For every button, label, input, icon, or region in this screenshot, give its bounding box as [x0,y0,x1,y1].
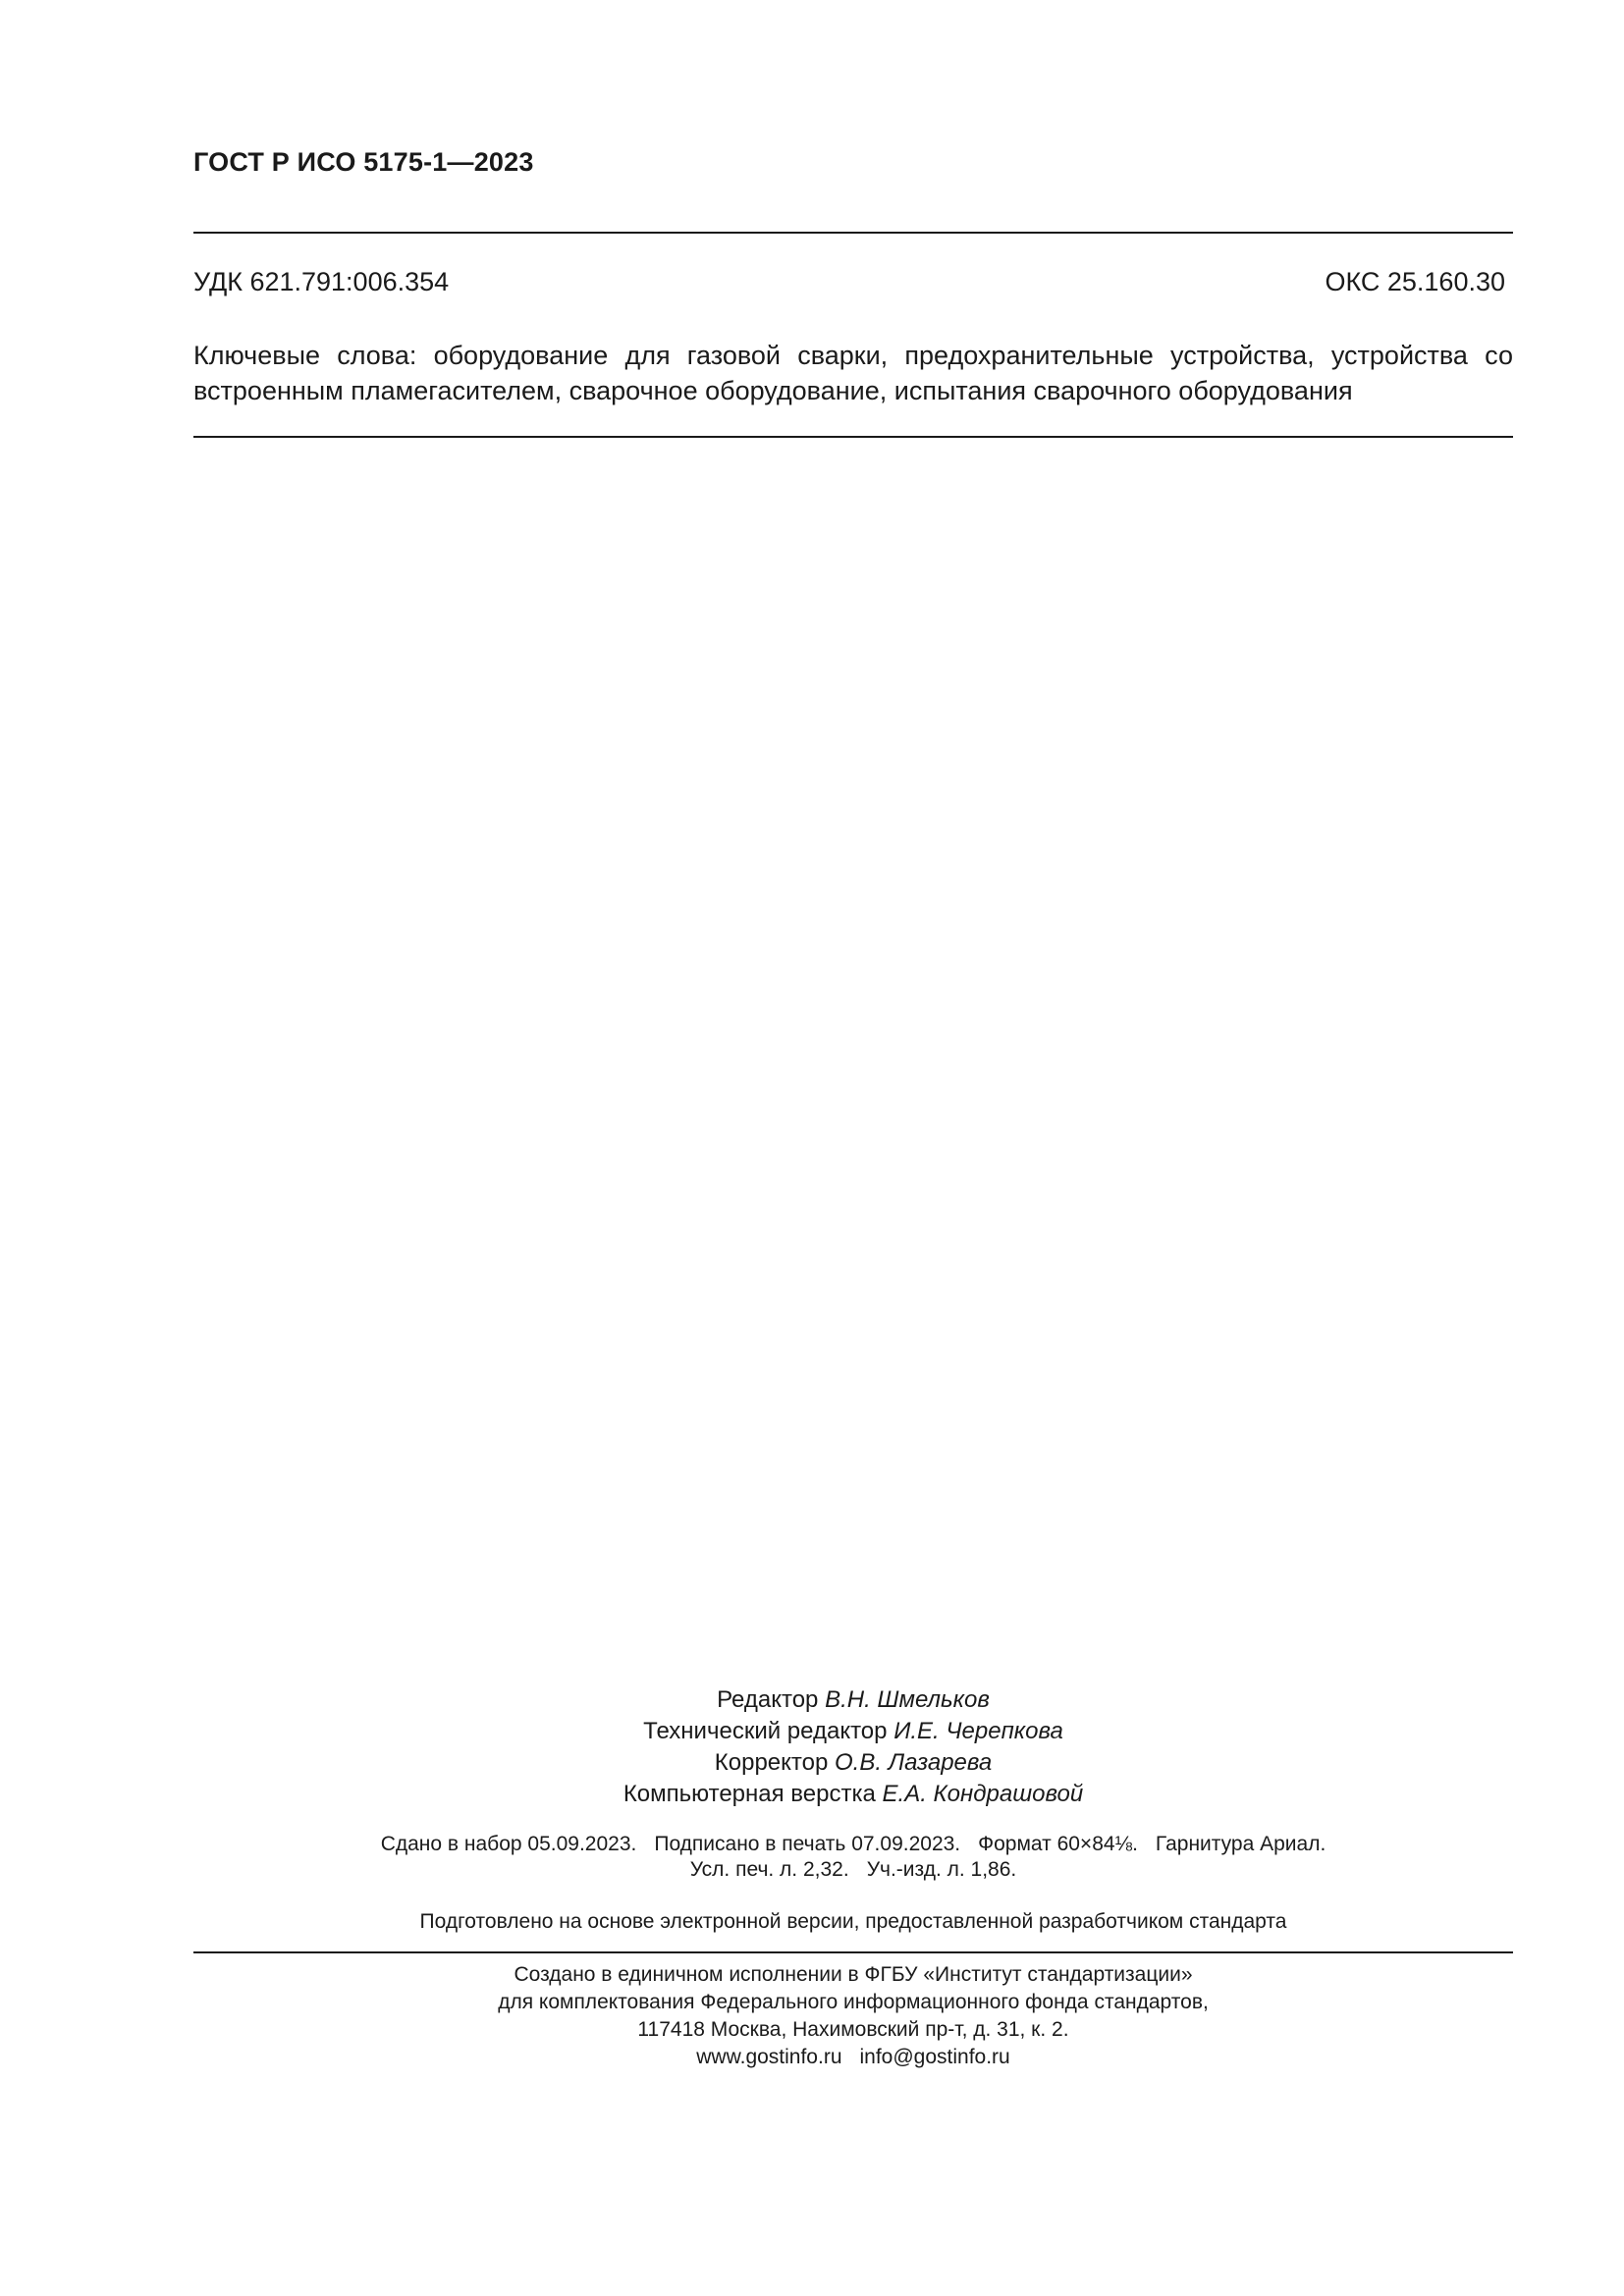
editor-name: В.Н. Шмельков [825,1686,990,1713]
footer-divider [193,1951,1513,1953]
typeset-date: Сдано в набор 05.09.2023. [380,1833,637,1855]
top-divider [193,232,1513,234]
layout-name: Е.А. Кондрашовой [882,1781,1084,1807]
email-link[interactable]: info@gostinfo.ru [859,2046,1010,2068]
corrector-line [193,1747,1513,1779]
footer-block [193,1961,1513,2071]
footer-line-1: Создано в единичном исполнении в ФГБУ «Институт стандартизации» [514,1963,1193,1986]
typeface: Гарнитура Ариал. [1155,1833,1326,1855]
publication-info [193,1832,1513,1883]
corrector-role: Корректор [714,1749,829,1776]
oks-code: ОКС 25.160.30 [1325,267,1505,296]
udk-code: УДК 621.791:006.354 [193,267,450,296]
document-code: ГОСТ Р ИСО 5175-1—2023 [193,147,534,177]
tech-editor-line [193,1716,1513,1747]
footer-contacts [193,2044,1513,2071]
editor-role: Редактор [717,1686,819,1713]
footer-line-2: для комплектования Федерального информационного фонда стандартов, [498,1991,1209,2013]
layout-role: Компьютерная верстка [623,1781,876,1807]
keywords-paragraph: Ключевые слова: оборудование для газовой сварки, предохранительные устройства, устройства со встроенным пламегасителем, сварочное оборудование, испытания сварочного оборудования [193,341,1513,405]
website-link[interactable]: www.gostinfo.ru [696,2046,842,2068]
print-sheets: Усл. печ. л. 2,32. [689,1858,849,1881]
footer-line-3: 117418 Москва, Нахимовский пр-т, д. 31, к. 2. [637,2018,1069,2041]
paper-format: Формат 60×84⅛. [978,1833,1138,1855]
prepared-note: Подготовлено на основе электронной версии, предоставленной разработчиком стандарта [419,1910,1287,1933]
pub-sheets: Уч.-изд. л. 1,86. [866,1858,1017,1881]
publication-line-1 [193,1832,1513,1857]
tech-editor-name: И.Е. Черепкова [893,1718,1063,1744]
tech-editor-role: Технический редактор [643,1718,888,1744]
publication-line-2 [193,1857,1513,1883]
corrector-name: О.В. Лазарева [835,1749,993,1776]
editor-line [193,1684,1513,1716]
layout-line [193,1779,1513,1810]
credits-block [193,1684,1513,1810]
signed-date: Подписано в печать 07.09.2023. [654,1833,961,1855]
keywords-divider [193,436,1513,438]
classification-row [193,267,1505,297]
